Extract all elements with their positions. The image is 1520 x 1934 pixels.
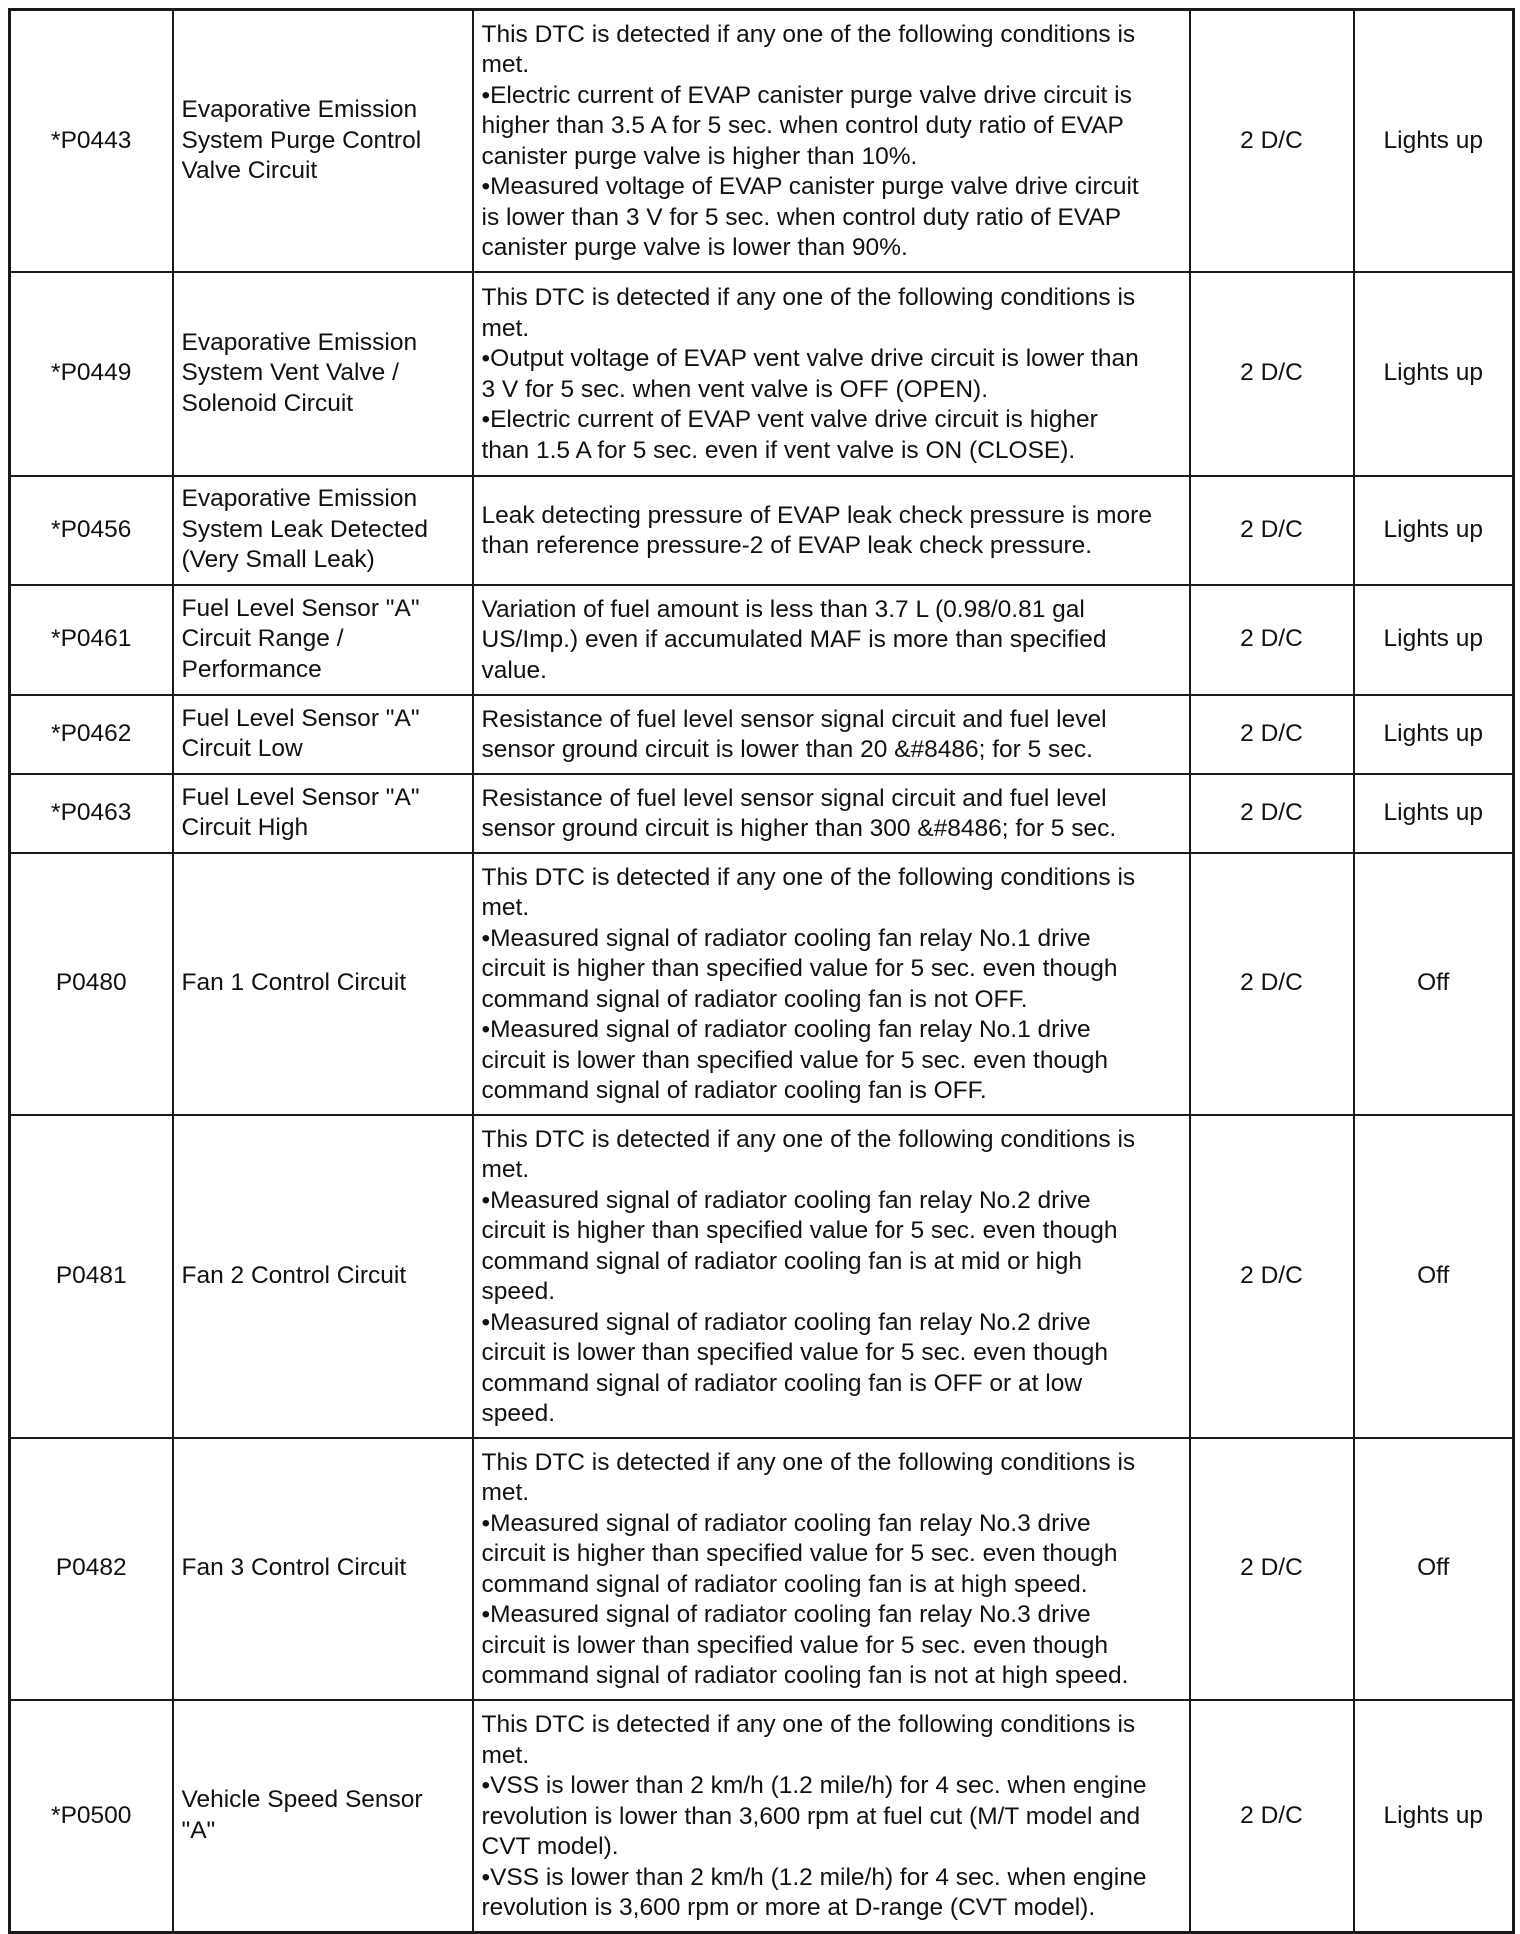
condition-line: •VSS is lower than 2 km/h (1.2 mile/h) for 4 sec. when engine xyxy=(481,1863,1147,1891)
condition-line: speed. xyxy=(481,1278,556,1305)
table-row xyxy=(10,1115,1514,1438)
mil-status: Lights up xyxy=(1354,272,1514,476)
dtc-code: *P0461 xyxy=(10,585,173,695)
dtc-name-line: Fuel Level Sensor "A" xyxy=(181,783,420,811)
condition-line: higher than 3.5 A for 5 sec. when control duty ratio of EVAP xyxy=(481,112,1124,140)
detecting-condition xyxy=(473,853,1190,1115)
dtc-name-line: Evaporative Emission xyxy=(181,328,418,356)
condition-line: met. xyxy=(481,1479,530,1506)
table-row xyxy=(10,1700,1514,1933)
dtc-name xyxy=(173,1700,473,1933)
dtc-name-line: Circuit High xyxy=(181,814,309,841)
detecting-condition xyxy=(473,1438,1190,1700)
condition-line: sensor ground circuit is higher than 300 &#8486; for 5 sec. xyxy=(481,815,1117,842)
condition-line: •Electric current of EVAP canister purge valve drive circuit is xyxy=(481,81,1132,109)
dtc-table xyxy=(8,8,1515,1934)
dtc-code: *P0500 xyxy=(10,1700,173,1933)
condition-line: Variation of fuel amount is less than 3.7 L (0.98/0.81 gal xyxy=(481,595,1085,623)
condition-line: met. xyxy=(481,1156,530,1183)
condition-line: command signal of radiator cooling fan is at high speed. xyxy=(481,1570,1088,1598)
condition-line: met. xyxy=(481,1741,530,1769)
condition-line: circuit is higher than specified value for 5 sec. even though xyxy=(481,1540,1118,1567)
detection-logic: 2 D/C xyxy=(1190,476,1354,585)
dtc-name-line: System Purge Control xyxy=(181,126,422,154)
detection-logic: 2 D/C xyxy=(1190,272,1354,476)
condition-line: revolution is 3,600 rpm or more at D-range (CVT model). xyxy=(481,1894,1096,1921)
dtc-name-line: Solenoid Circuit xyxy=(181,389,354,417)
condition-line: circuit is higher than specified value for 5 sec. even though xyxy=(481,1217,1118,1244)
mil-status: Lights up xyxy=(1354,695,1514,774)
dtc-name xyxy=(173,695,473,774)
mil-status: Lights up xyxy=(1354,585,1514,695)
detecting-condition xyxy=(473,1115,1190,1438)
table-row xyxy=(10,695,1514,774)
detection-logic: 2 D/C xyxy=(1190,10,1354,272)
condition-line: •Measured signal of radiator cooling fan relay No.3 drive xyxy=(481,1601,1091,1628)
dtc-code: *P0443 xyxy=(10,10,173,272)
condition-line: command signal of radiator cooling fan is not OFF. xyxy=(481,985,1028,1013)
detection-logic: 2 D/C xyxy=(1190,853,1354,1115)
condition-line: circuit is lower than specified value for 5 sec. even though xyxy=(481,1339,1108,1366)
condition-line: than reference pressure-2 of EVAP leak check pressure. xyxy=(481,532,1093,559)
condition-line: 3 V for 5 sec. when vent valve is OFF (OPEN). xyxy=(481,375,988,403)
condition-line: Leak detecting pressure of EVAP leak check pressure is more xyxy=(481,501,1152,529)
dtc-name xyxy=(173,272,473,476)
condition-line: This DTC is detected if any one of the following conditions is xyxy=(481,1711,1136,1738)
dtc-name-line: System Vent Valve / xyxy=(181,359,399,387)
condition-line: Resistance of fuel level sensor signal circuit and fuel level xyxy=(481,705,1107,733)
dtc-code: *P0449 xyxy=(10,272,173,476)
detecting-condition xyxy=(473,476,1190,585)
condition-line: This DTC is detected if any one of the following conditions is xyxy=(481,1125,1136,1153)
condition-line: command signal of radiator cooling fan is not at high speed. xyxy=(481,1662,1129,1689)
dtc-name-line: Fan 3 Control Circuit xyxy=(181,1554,407,1582)
dtc-code: *P0462 xyxy=(10,695,173,774)
dtc-code: P0481 xyxy=(10,1115,173,1438)
condition-line: •Output voltage of EVAP vent valve drive circuit is lower than xyxy=(481,345,1139,372)
dtc-name-line: "A" xyxy=(181,1816,216,1844)
condition-line: Resistance of fuel level sensor signal circuit and fuel level xyxy=(481,784,1107,812)
dtc-name-line: Evaporative Emission xyxy=(181,96,418,123)
dtc-name-line: (Very Small Leak) xyxy=(181,546,375,574)
dtc-code: P0482 xyxy=(10,1438,173,1700)
detecting-condition xyxy=(473,10,1190,272)
condition-line: •Measured signal of radiator cooling fan relay No.1 drive xyxy=(481,924,1091,952)
dtc-table-container xyxy=(8,8,1515,1934)
detecting-condition xyxy=(473,774,1190,853)
detecting-condition xyxy=(473,695,1190,774)
table-row xyxy=(10,10,1514,272)
condition-line: canister purge valve is lower than 90%. xyxy=(481,234,908,262)
dtc-name-line: Fuel Level Sensor "A" xyxy=(181,704,420,732)
condition-line: •Measured signal of radiator cooling fan relay No.3 drive xyxy=(481,1509,1091,1537)
mil-status: Off xyxy=(1354,853,1514,1115)
table-row xyxy=(10,272,1514,476)
condition-line: speed. xyxy=(481,1400,556,1427)
dtc-name xyxy=(173,1438,473,1700)
condition-line: circuit is lower than specified value for 5 sec. even though xyxy=(481,1046,1108,1074)
condition-line: command signal of radiator cooling fan is OFF or at low xyxy=(481,1369,1083,1397)
condition-line: CVT model). xyxy=(481,1833,619,1860)
condition-line: revolution is lower than 3,600 rpm at fuel cut (M/T model and xyxy=(481,1802,1141,1830)
condition-line: •Measured voltage of EVAP canister purge valve drive circuit xyxy=(481,173,1139,201)
dtc-name xyxy=(173,1115,473,1438)
dtc-name-line: Fuel Level Sensor "A" xyxy=(181,594,420,622)
condition-line: met. xyxy=(481,51,530,79)
condition-line: canister purge valve is higher than 10%. xyxy=(481,142,918,170)
condition-line: value. xyxy=(481,656,547,684)
mil-status: Lights up xyxy=(1354,10,1514,272)
table-row xyxy=(10,853,1514,1115)
mil-status: Lights up xyxy=(1354,1700,1514,1933)
condition-line: command signal of radiator cooling fan is OFF. xyxy=(481,1077,987,1104)
condition-line: US/Imp.) even if accumulated MAF is more than specified xyxy=(481,626,1107,654)
table-row xyxy=(10,585,1514,695)
dtc-name-line: Evaporative Emission xyxy=(181,485,418,513)
dtc-name xyxy=(173,10,473,272)
table-row xyxy=(10,476,1514,585)
dtc-name xyxy=(173,476,473,585)
dtc-name xyxy=(173,585,473,695)
condition-line: •VSS is lower than 2 km/h (1.2 mile/h) for 4 sec. when engine xyxy=(481,1772,1147,1799)
dtc-name-line: System Leak Detected xyxy=(181,515,428,543)
detecting-condition xyxy=(473,272,1190,476)
dtc-name-line: Valve Circuit xyxy=(181,157,318,184)
dtc-code: *P0456 xyxy=(10,476,173,585)
detection-logic: 2 D/C xyxy=(1190,1700,1354,1933)
dtc-table-body xyxy=(10,10,1514,1933)
dtc-name-line: Fan 1 Control Circuit xyxy=(181,969,407,997)
detection-logic: 2 D/C xyxy=(1190,695,1354,774)
condition-line: This DTC is detected if any one of the following conditions is xyxy=(481,1448,1136,1476)
condition-line: is lower than 3 V for 5 sec. when control duty ratio of EVAP xyxy=(481,203,1122,231)
dtc-name-line: Performance xyxy=(181,655,322,683)
condition-line: sensor ground circuit is lower than 20 &#8486; for 5 sec. xyxy=(481,736,1093,763)
condition-line: •Measured signal of radiator cooling fan relay No.1 drive xyxy=(481,1016,1091,1043)
dtc-code: *P0463 xyxy=(10,774,173,853)
condition-line: met. xyxy=(481,894,530,921)
table-row xyxy=(10,1438,1514,1700)
mil-status: Off xyxy=(1354,1438,1514,1700)
dtc-code: P0480 xyxy=(10,853,173,1115)
dtc-name-line: Fan 2 Control Circuit xyxy=(181,1261,407,1289)
condition-line: This DTC is detected if any one of the following conditions is xyxy=(481,20,1136,48)
detecting-condition xyxy=(473,1700,1190,1933)
detecting-condition xyxy=(473,585,1190,695)
condition-line: •Measured signal of radiator cooling fan relay No.2 drive xyxy=(481,1308,1091,1336)
condition-line: This DTC is detected if any one of the following conditions is xyxy=(481,863,1136,891)
dtc-name-line: Vehicle Speed Sensor xyxy=(181,1786,423,1814)
detection-logic: 2 D/C xyxy=(1190,1438,1354,1700)
dtc-name-line: Circuit Low xyxy=(181,735,303,762)
dtc-name-line: Circuit Range / xyxy=(181,625,344,653)
condition-line: met. xyxy=(481,314,530,342)
condition-line: command signal of radiator cooling fan is at mid or high xyxy=(481,1247,1083,1275)
detection-logic: 2 D/C xyxy=(1190,1115,1354,1438)
condition-line: This DTC is detected if any one of the following conditions is xyxy=(481,284,1136,311)
condition-line: •Electric current of EVAP vent valve drive circuit is higher xyxy=(481,406,1098,433)
condition-line: circuit is higher than specified value for 5 sec. even though xyxy=(481,955,1118,982)
dtc-name xyxy=(173,774,473,853)
mil-status: Lights up xyxy=(1354,476,1514,585)
mil-status: Off xyxy=(1354,1115,1514,1438)
condition-line: than 1.5 A for 5 sec. even if vent valve is ON (CLOSE). xyxy=(481,436,1076,464)
dtc-name xyxy=(173,853,473,1115)
detection-logic: 2 D/C xyxy=(1190,585,1354,695)
mil-status: Lights up xyxy=(1354,774,1514,853)
condition-line: circuit is lower than specified value for 5 sec. even though xyxy=(481,1631,1108,1659)
table-row xyxy=(10,774,1514,853)
detection-logic: 2 D/C xyxy=(1190,774,1354,853)
condition-line: •Measured signal of radiator cooling fan relay No.2 drive xyxy=(481,1186,1091,1214)
